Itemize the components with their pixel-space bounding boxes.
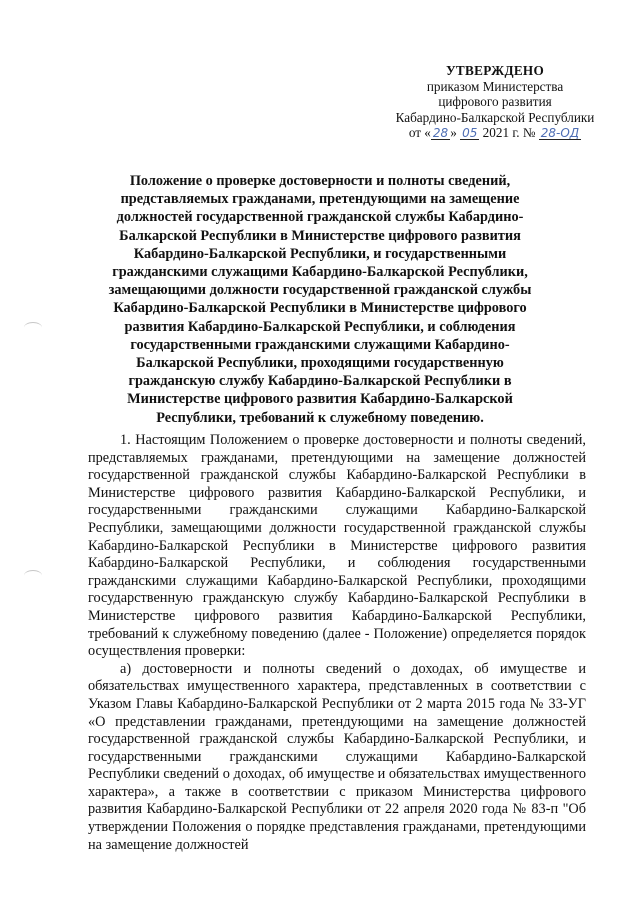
approval-title: УТВЕРЖДЕНО	[445, 63, 545, 78]
approval-line-1: приказом Министерства	[426, 78, 564, 94]
approval-date-line	[390, 125, 600, 141]
year-and-number-label: 2021 г. №	[482, 125, 536, 140]
document-title: Положение о проверке достоверности и полноты сведений, представляемых гражданами, претендующими на замещение должностей государственной гражданской службы Кабардино-Балкарской Республики в Министерстве цифрового развития Кабардино-Балкарской Республики, и государственными гражданскими служащими Кабардино-Балкарской Республики, замещающими должности государственной гражданской службы Кабардино-Балкарской Республики в Министерстве цифрового развития Кабардино-Балкарской Республики, и соблюдения государственными гражданскими служащими Кабардино-Балкарской Республики, проходящими государственную гражданскую службу Кабардино-Балкарской Республики в Министерстве цифрового развития Кабардино-Балкарской Республики, требований к служебному поведению.	[108, 173, 532, 426]
handwritten-day: 28	[432, 126, 449, 140]
approval-line-2: цифрового развития	[438, 94, 552, 109]
date-prefix: от «	[408, 125, 431, 140]
handwritten-order-number: 28-ОД	[540, 126, 580, 140]
approval-line-3: Кабардино-Балкарской Республики	[395, 109, 595, 125]
handwritten-month: 05	[462, 126, 478, 140]
date-sep: »	[450, 125, 457, 140]
approval-stamp	[390, 63, 600, 141]
margin-punch-mark	[24, 570, 42, 581]
margin-punch-mark	[24, 322, 42, 333]
paragraph-2: а) достоверности и полноты сведений о доходах, об имуществе и обязательствах имущественного характера, представленных в соответствии с Указом Главы Кабардино-Балкарской Республики от 2 марта 2015 года № 33-УГ «О представлении гражданами, претендующими на замещение должностей государственной гражданской службы Кабардино-Балкарской Республики, и государственными гражданскими служащими Кабардино-Балкарской Республики сведений о доходах, об имуществе и обязательствах имущественного характера», а также в соответствии с приказом Министерства цифрового развития Кабардино-Балкарской Республики от 22 апреля 2020 года № 83-п "Об утверждении Положения о порядке представления гражданами, претендующими на замещение должностей	[88, 660, 586, 853]
paragraph-1: 1. Настоящим Положением о проверке достоверности и полноты сведений, представляемых гражданами, претендующими на замещение должностей государственной гражданской службы Кабардино-Балкарской Республики в Министерстве цифрового развития Кабардино-Балкарской Республики, и государственными гражданскими служащими Кабардино-Балкарской Республики, замещающими должности государственной гражданской службы Кабардино-Балкарской Республики в Министерстве цифрового развития Кабардино-Балкарской Республики, и соблюдения государственными гражданскими служащими Кабардино-Балкарской Республики, проходящими государственную гражданскую службу Кабардино-Балкарской Республики в Министерстве цифрового развития Кабардино-Балкарской Республики, требований к служебному поведению (далее - Положение) определяется порядок осуществления проверки:	[88, 432, 586, 660]
document-body	[88, 432, 586, 854]
